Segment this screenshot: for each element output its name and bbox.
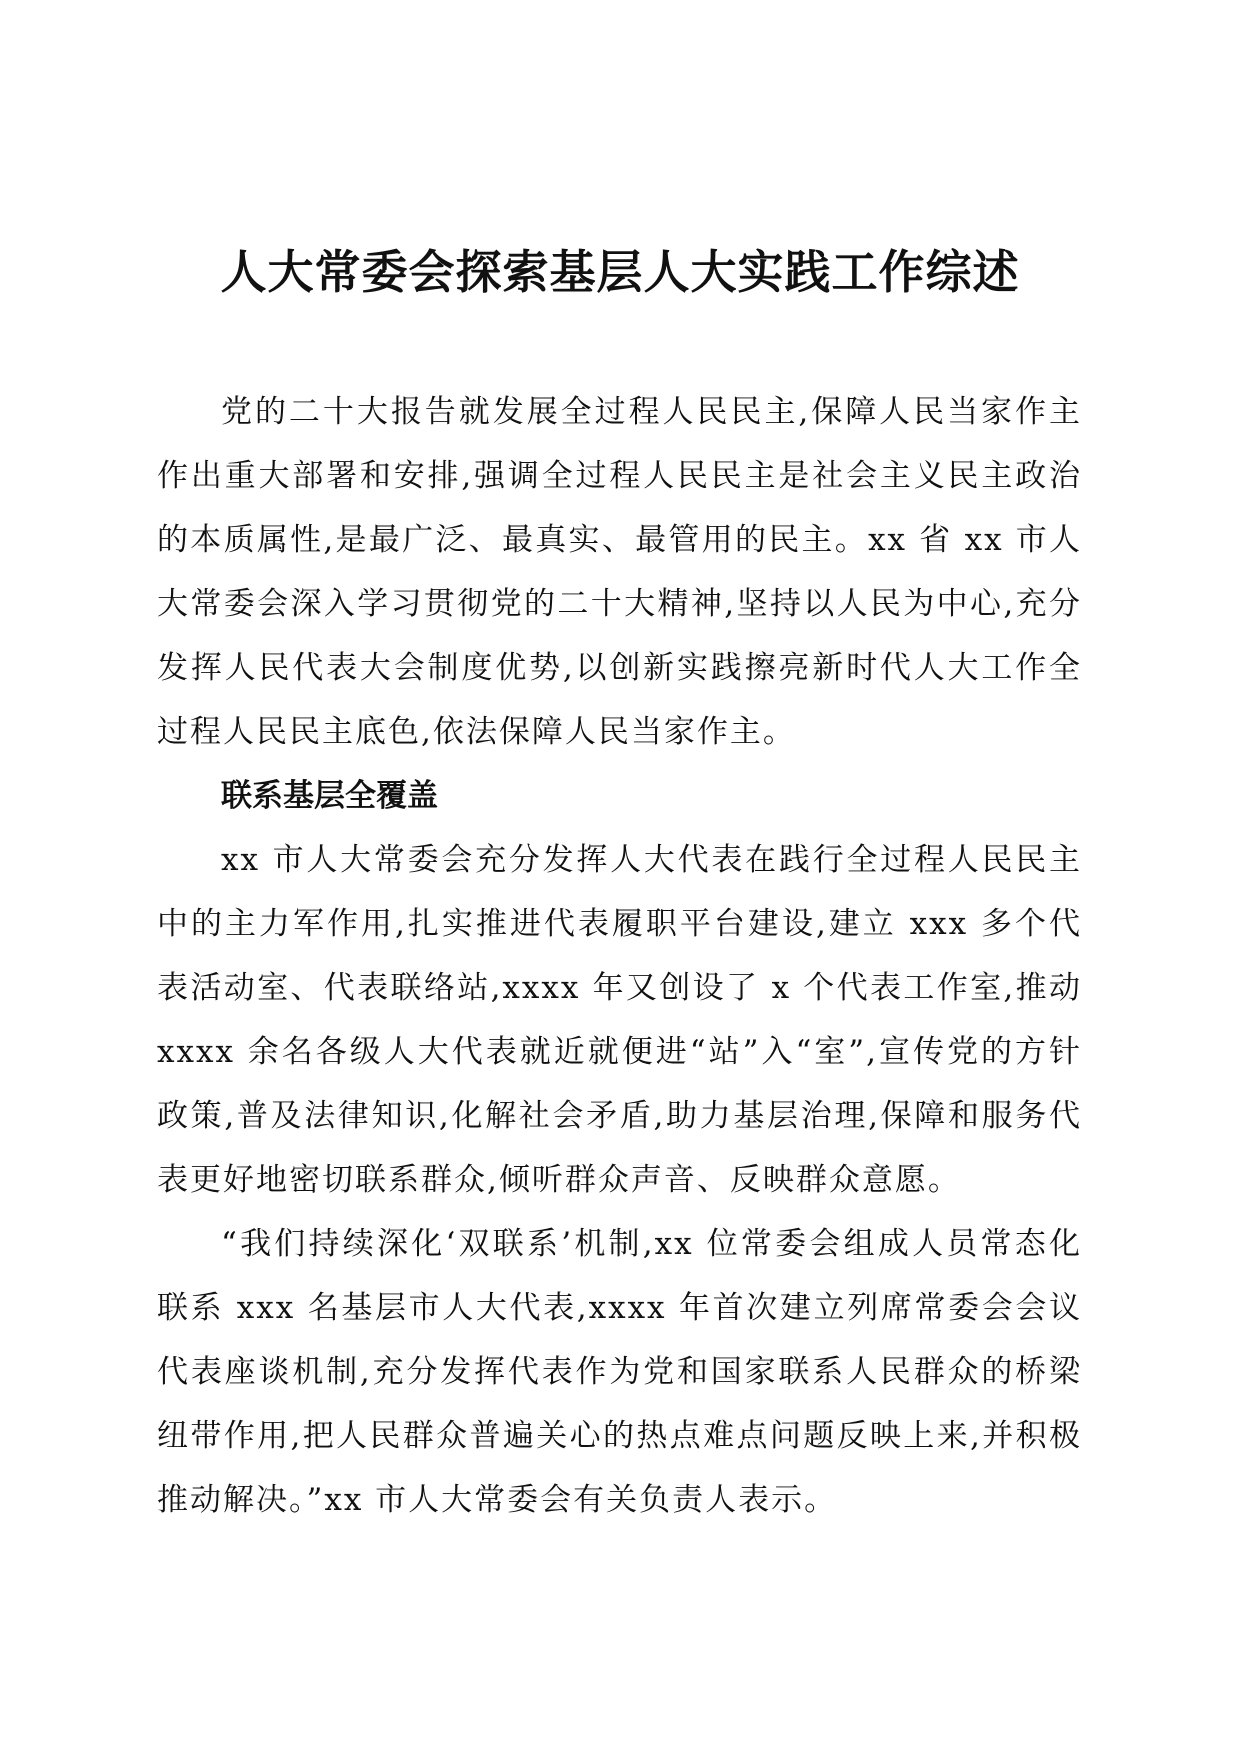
paragraph-intro: 党的二十大报告就发展全过程人民民主,保障人民当家作主作出重大部署和安排,强调全过程人民民主是社会主义民主政治的本质属性,是最广泛、最真实、最管用的民主。xx 省 xx 市人大常委会深入学习贯彻党的二十大精神,坚持以人民为中心,充分发挥人民代表大会制度优势,以创新实践擦亮新时代人大工作全过程人民民主底色,依法保障人民当家作主。 [157, 394, 1082, 750]
paragraph-quote: “我们持续深化‘双联系’机制,xx 位常委会组成人员常态化联系 xxx 名基层市人大代表,xxxx 年首次建立列席常委会会议代表座谈机制,充分发挥代表作为党和国家联系人民群众的桥梁纽带作用,把人民群众普遍关心的热点难点问题反映上来,并积极推动解决。”xx 市人大常委会有关负责人表示。 [157, 1226, 1082, 1518]
document-body [157, 380, 1082, 1532]
section-heading: 联系基层全覆盖 [221, 778, 438, 814]
document-title: 人大常委会探索基层人大实践工作综述 [220, 245, 1020, 299]
paragraph-grassroots: xx 市人大常委会充分发挥人大代表在践行全过程人民民主中的主力军作用,扎实推进代表履职平台建设,建立 xxx 多个代表活动室、代表联络站,xxxx 年又创设了 x 个代表工作室,推动 xxxx 余名各级人大代表就近就便进“站”入“室”,宣传党的方针政策,普及法律知识,化解社会矛盾,助力基层治理,保障和服务代表更好地密切联系群众,倾听群众声音、反映群众意愿。 [157, 842, 1082, 1198]
